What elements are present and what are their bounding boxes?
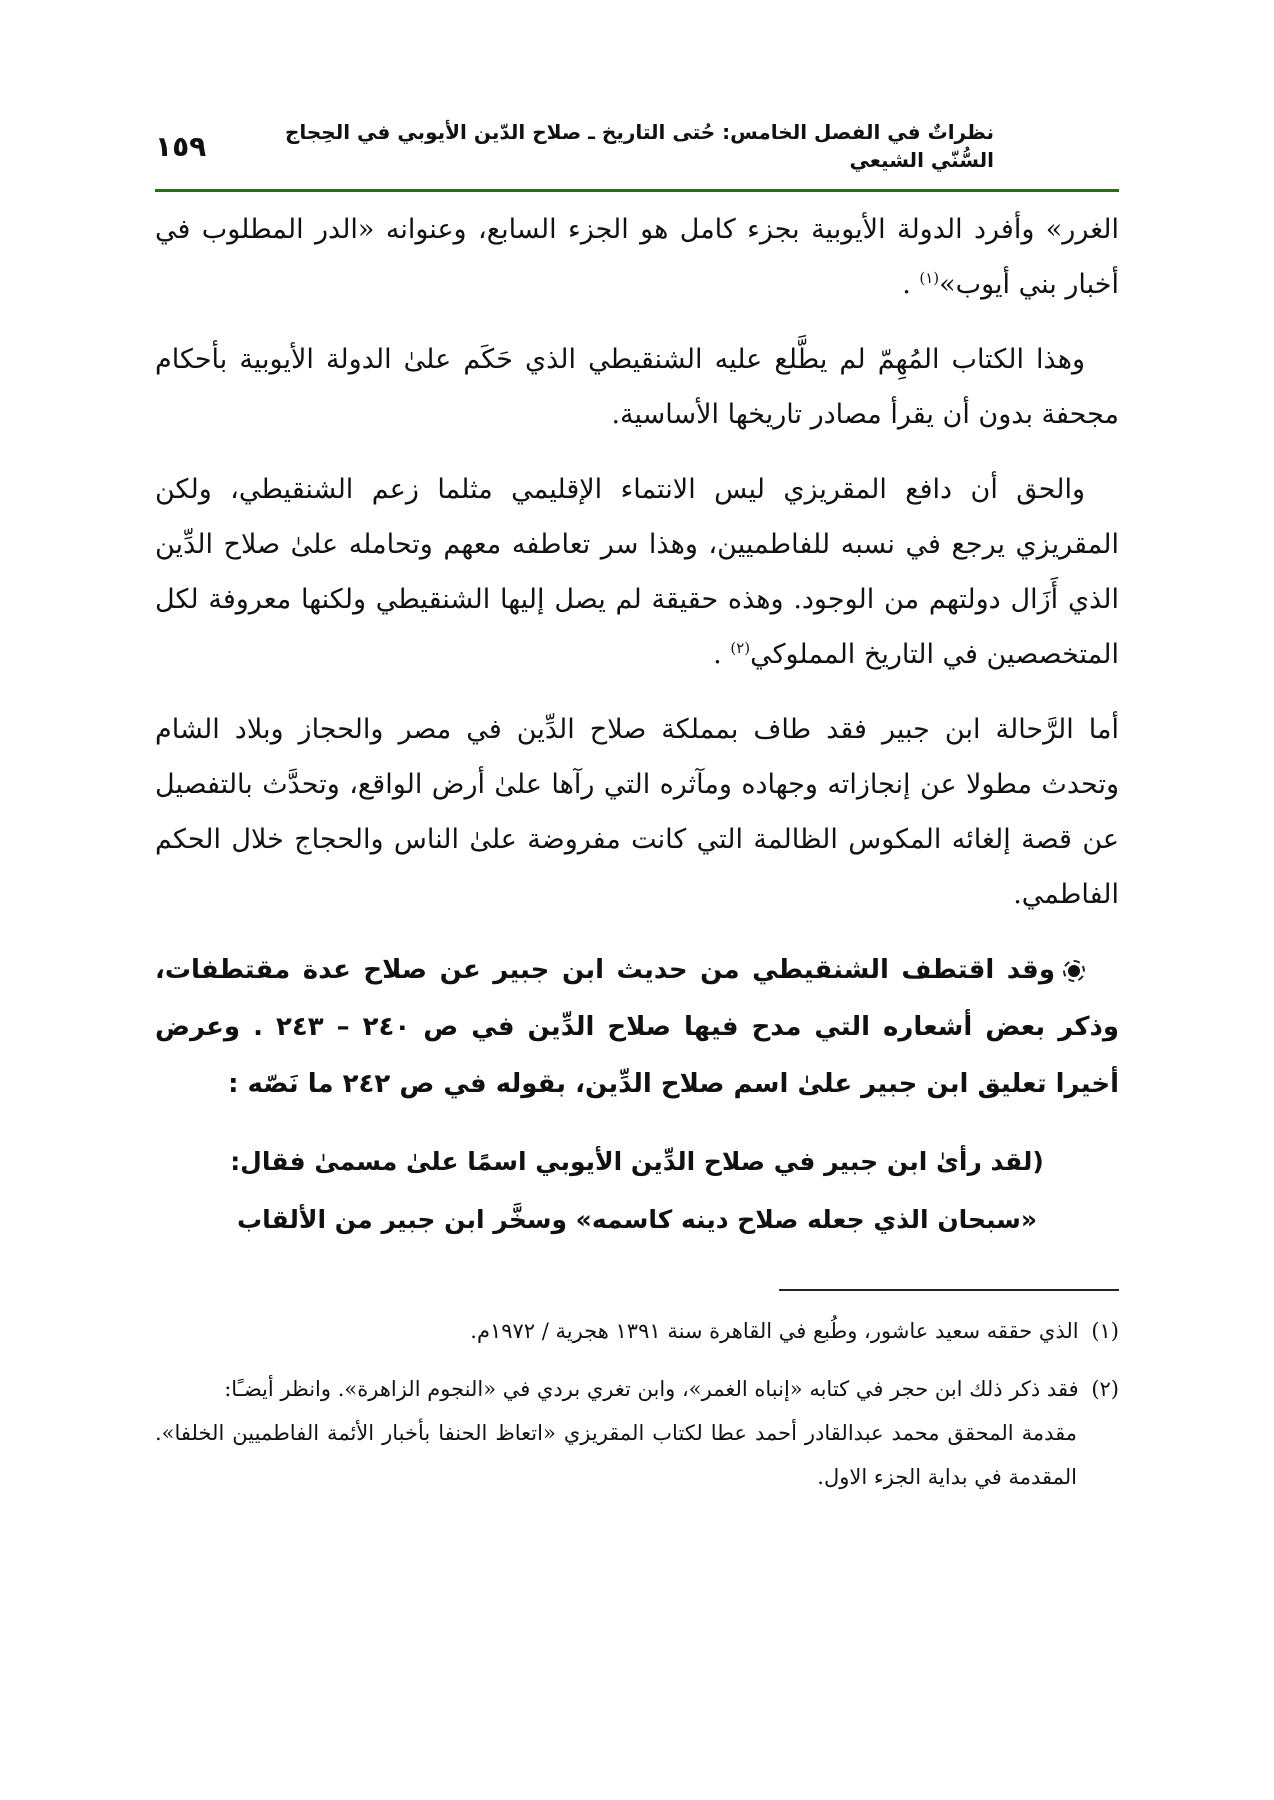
footnote-number: (١) [1091, 1319, 1119, 1343]
running-header [155, 118, 1119, 174]
footnotes [155, 1309, 1119, 1499]
paragraph-text: أما الرَّحالة ابن جبير فقد طاف بمملكة صلاح الدِّين في مصر والحجاز وبلاد الشام وتحدث مطولا عن إنجازاته وجهاده ومآثره التي رآها علىٰ أرض الواقع، وتحدَّث بالتفصيل عن قصة إلغائه المكوس الظالمة التي كانت مفروضة علىٰ الناس والحجاج خلال الحكم الفاطمي. [155, 714, 1119, 910]
footnote-2 [155, 1367, 1119, 1499]
quote-line-2: «سبحان الذي جعله صلاح دينه كاسمه» وسخَّر ابن جبير من الألقاب [236, 1205, 1038, 1234]
footnote-continuation: مقدمة المحقق محمد عبدالقادر أحمد عطا لكتاب المقريزي «اتعاظ الحنفا بأخبار الأئمة الفاطميين الخلفا». المقدمة في بداية الجزء الاول. [155, 1421, 1077, 1489]
footnote-1 [155, 1309, 1119, 1353]
dashed-circle-bullet-icon [1063, 960, 1085, 982]
paragraph-text: وهذا الكتاب المُهِمّ لم يطَّلع عليه الشنقيطي الذي حَكَم علىٰ الدولة الأيوبية بأحكام مجحفة بدون أن يقرأ مصادر تاريخها الأساسية. [155, 344, 1119, 430]
header-rule [155, 189, 1119, 192]
main-text [155, 202, 1119, 1249]
paragraph-1 [155, 202, 1119, 312]
page-number: ١٥٩ [155, 129, 207, 163]
footnote-separator [779, 1289, 1119, 1291]
footnote-ref-1[interactable]: (١) [919, 269, 940, 287]
block-quote [155, 1133, 1119, 1249]
paragraph-4 [155, 702, 1119, 922]
paragraph-text: الغرر» وأفرد الدولة الأيوبية بجزء كامل هو الجزء السابع، وعنوانه «الدر المطلوب في أخبار بني أيوب» [155, 214, 1119, 300]
footnote-ref-2[interactable]: (٢) [730, 639, 751, 657]
footnote-text: الذي حققه سعيد عاشور، وطُبع في القاهرة سنة ١٣٩١ هجرية / ١٩٧٢م. [470, 1319, 1079, 1343]
paragraph-text: والحق أن دافع المقريزي ليس الانتماء الإقليمي مثلما زعم الشنقيطي، ولكن المقريزي يرجع في نسبه للفاطميين، وهذا سر تعاطفه معهم وتحامله علىٰ صلاح الدِّين الذي أَزَال دولتهم من الوجود. وهذه حقيقة لم يصل إليها الشنقيطي ولكنها معروفة لكل المتخصصين في التاريخ المملوكي [155, 474, 1119, 670]
footnote-text: فقد ذكر ذلك ابن حجر في كتابه «إنباه الغمر»، وابن تغري بردي في «النجوم الزاهرة». وانظر أيضـًا: [224, 1377, 1079, 1401]
paragraph-text: وقد اقتطف الشنقيطي من حديث ابن جبير عن صلاح عدة مقتطفات، وذكر بعض أشعاره التي مدح فيها صلاح الدِّين في ص ٢٤٠ – ٢٤٣ . وعرض أخيرا تعليق ابن جبير علىٰ اسم صلاح الدِّين، بقوله في ص ٢٤٢ ما نَصّه : [155, 955, 1119, 1099]
paragraph-2 [155, 332, 1119, 442]
paragraph-5 [155, 942, 1119, 1113]
paragraph-3 [155, 462, 1119, 682]
paragraph-tail: . [713, 639, 731, 670]
paragraph-tail: . [902, 269, 920, 300]
running-title: نظراتٌ في الفصل الخامس: حُتى التاريخ ـ صلاح الدّين الأيوبي في الحِجاج السُّنّي الشيعي [284, 120, 994, 172]
quote-line-1: (لقد رأىٰ ابن جبير في صلاح الدِّين الأيوبي اسمًا علىٰ مسمىٰ فقال: [230, 1147, 1044, 1176]
footnote-number: (٢) [1091, 1377, 1119, 1401]
